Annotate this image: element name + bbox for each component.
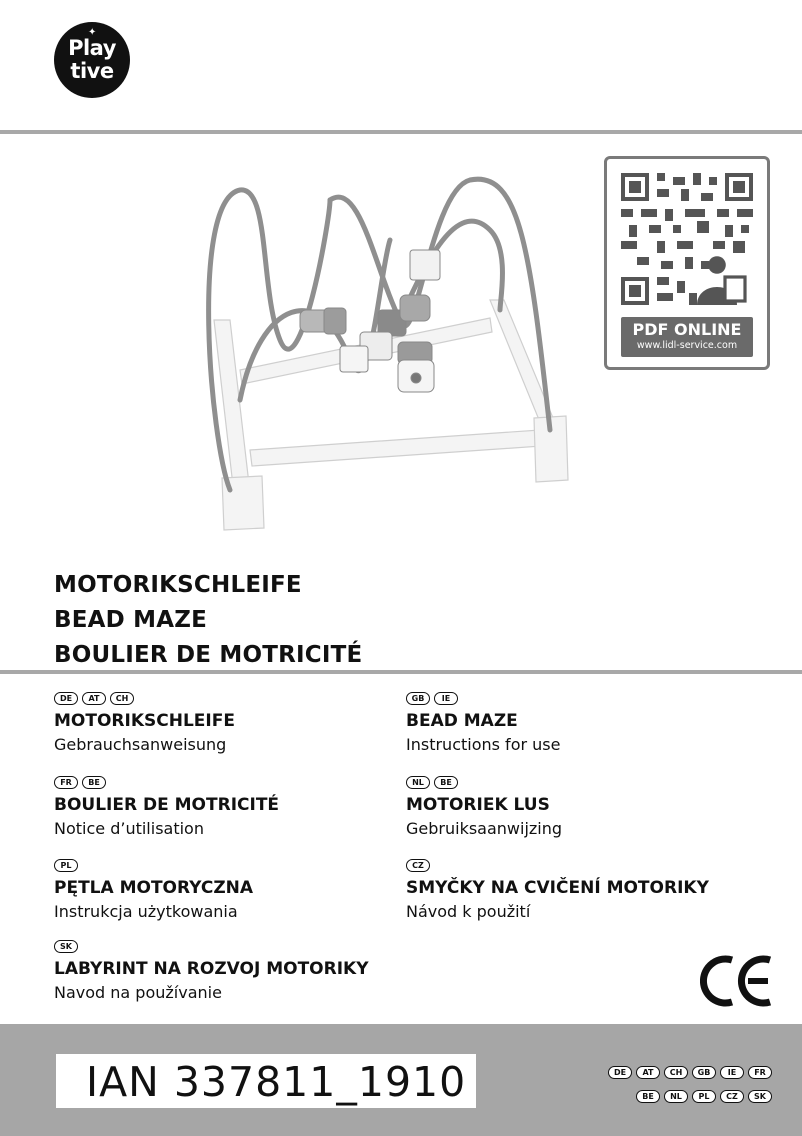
pdf-online-panel: [604, 156, 770, 370]
language-product-name: BOULIER DE MOTRICITÉ: [54, 795, 280, 815]
country-badge: FR: [748, 1066, 772, 1079]
language-product-name: MOTORIKSCHLEIFE: [54, 711, 235, 731]
qr-code-icon: [621, 173, 753, 305]
ce-mark-icon: [700, 954, 774, 1008]
country-badge: PL: [54, 859, 78, 872]
language-instructions: Gebruiksaanwijzing: [406, 819, 563, 838]
country-badge: BE: [82, 776, 106, 789]
product-title-en: BEAD MAZE: [54, 607, 208, 633]
country-badge: AT: [82, 692, 106, 705]
language-block-pl: [54, 855, 414, 923]
mid-divider: [0, 670, 802, 674]
product-title-fr: BOULIER DE MOTRICITÉ: [54, 642, 363, 668]
country-badge: BE: [636, 1090, 660, 1103]
logo-line-2: tive: [70, 59, 114, 83]
language-block-en: [406, 688, 766, 756]
language-product-name: LABYRINT NA ROZVOJ MOTORIKY: [54, 959, 369, 979]
country-badge: IE: [720, 1066, 744, 1079]
language-instructions: Navod na používanie: [54, 983, 222, 1002]
footer-badges-row-1: [572, 1066, 772, 1079]
playtive-logo: [54, 22, 130, 98]
country-badge: GB: [406, 692, 430, 705]
pdf-online-title: PDF ONLINE: [632, 320, 742, 339]
ian-number: IAN 337811_1910: [56, 1054, 476, 1108]
logo-line-1: Play: [68, 36, 116, 60]
country-badges: [406, 772, 766, 792]
country-badge: PL: [692, 1090, 716, 1103]
star-icon: ✦: [88, 27, 97, 38]
country-badge: BE: [434, 776, 458, 789]
language-instructions: Gebrauchsanweisung: [54, 735, 227, 754]
country-badge: CH: [664, 1066, 688, 1079]
country-badge: FR: [54, 776, 78, 789]
language-instructions: Instructions for use: [406, 735, 561, 754]
language-block-sk: [54, 936, 414, 1004]
language-product-name: MOTORIEK LUS: [406, 795, 550, 815]
country-badge: NL: [406, 776, 430, 789]
language-block-cz: [406, 855, 766, 923]
country-badge: DE: [608, 1066, 632, 1079]
language-block-de: [54, 688, 414, 756]
language-product-name: SMYČKY NA CVIČENÍ MOTORIKY: [406, 878, 709, 898]
country-badge: IE: [434, 692, 458, 705]
country-badge: CZ: [406, 859, 430, 872]
country-badge: NL: [664, 1090, 688, 1103]
country-badge: GB: [692, 1066, 716, 1079]
pdf-online-label: [621, 317, 753, 357]
country-badges: [54, 772, 414, 792]
service-url: www.lidl-service.com: [636, 340, 738, 351]
product-title-de: MOTORIKSCHLEIFE: [54, 572, 302, 598]
bead-maze-illustration: [200, 160, 580, 540]
product-title-block: [54, 568, 362, 673]
footer-badges-row-2: [572, 1090, 772, 1103]
country-badge: SK: [54, 940, 78, 953]
country-badges: [54, 855, 414, 875]
language-block-fr: [54, 772, 414, 840]
country-badge: CH: [110, 692, 134, 705]
country-badge: SK: [748, 1090, 772, 1103]
country-badges: [54, 688, 414, 708]
country-badges: [406, 688, 766, 708]
country-badge: CZ: [720, 1090, 744, 1103]
language-product-name: PĘTLA MOTORYCZNA: [54, 878, 254, 898]
language-instructions: Návod k použití: [406, 902, 531, 921]
language-instructions: Notice d’utilisation: [54, 819, 204, 838]
country-badges: [406, 855, 766, 875]
country-badge: AT: [636, 1066, 660, 1079]
language-instructions: Instrukcja użytkowania: [54, 902, 238, 921]
country-badges: [54, 936, 414, 956]
country-badge: DE: [54, 692, 78, 705]
top-divider: [0, 130, 802, 134]
language-block-nl: [406, 772, 766, 840]
language-product-name: BEAD MAZE: [406, 711, 518, 731]
